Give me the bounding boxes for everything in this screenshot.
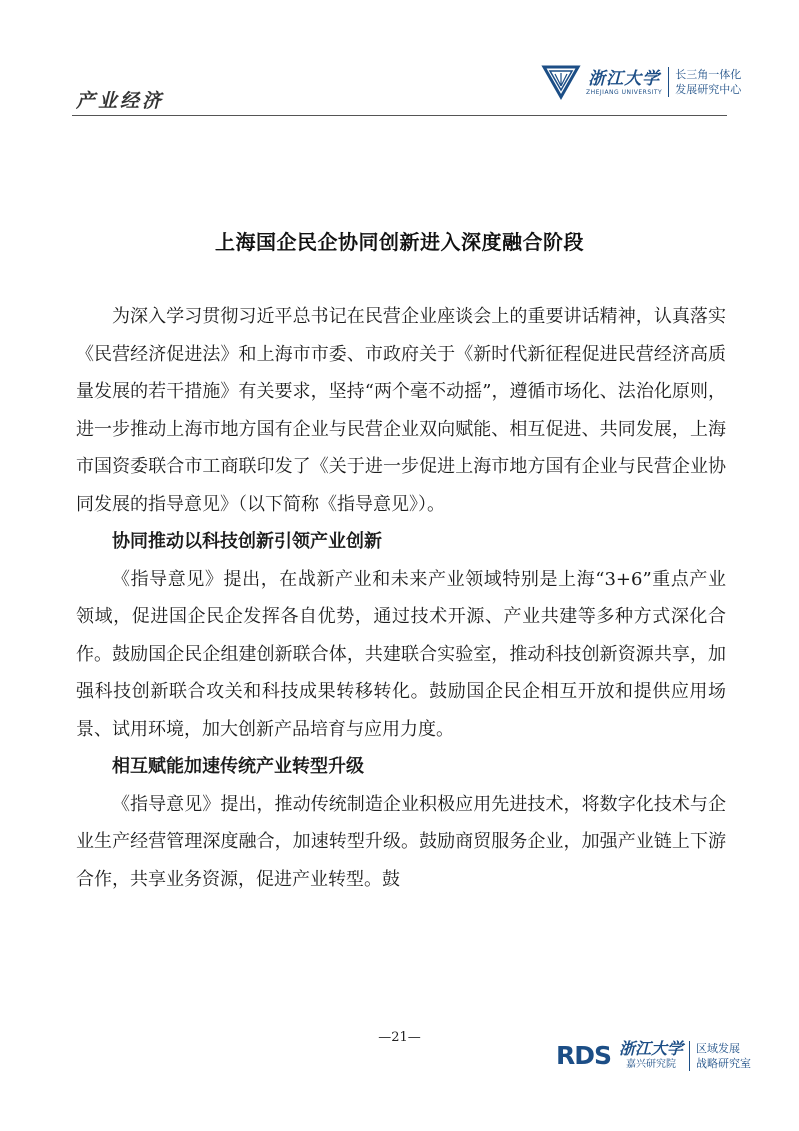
paragraph-traditional-industry: 《指导意见》提出，推动传统制造企业积极应用先进技术，将数字化技术与企业生产经营管理深度融合，加速转型升级。鼓励商贸服务企业，加强产业链上下游合作，共享业务资源，促进产业转型。鼓 [76, 793, 726, 890]
article-body [76, 298, 726, 898]
header-logo [541, 62, 741, 102]
section-heading-1: 协同推动以科技创新引领产业创新 [112, 531, 382, 552]
footer-logo-divider [689, 1041, 690, 1071]
footer-institute-name: 嘉兴研究院 [626, 1059, 677, 1070]
center-line-2: 发展研究中心 [675, 83, 742, 96]
footer-university-name: 浙江大学 [619, 1039, 684, 1058]
article-title: 上海国企民企协同创新进入深度融合阶段 [215, 230, 584, 254]
office-line-1: 区域发展 [696, 1041, 741, 1055]
footer-logo [556, 1040, 751, 1071]
university-name-en: ZHEJIANG UNIVERSITY [586, 88, 663, 96]
university-wordmark [586, 69, 662, 96]
page-header [0, 0, 799, 118]
university-emblem-icon [541, 62, 581, 102]
research-center-name [675, 67, 741, 97]
paragraph-tech-innovation: 《指导意见》提出，在战新产业和未来产业领域特别是上海“3+6”重点产业领域，促进国企民企发挥各自优势，通过技术开源、产业共建等多种方式深化合作。鼓励国企民企组建创新联合体，共建联合实验室，推动科技创新资源共享，加强科技创新联合攻关和科技成果转移转化。鼓励国企民企相互开放和提供应用场景、试用环境，加大创新产品培育与应用力度。 [76, 568, 726, 740]
center-line-1: 长三角一体化 [675, 68, 742, 81]
university-name: 浙江大学 [588, 68, 661, 89]
paragraph-intro: 为深入学习贯彻习近平总书记在民营企业座谈会上的重要讲话精神，认真落实《民营经济促进法》和上海市市委、市政府关于《新时代新征程促进民营经济高质量发展的若干措施》有关要求，坚持“两个毫不动摇”，遵循市场化、法治化原则，进一步推动上海市地方国有企业与民营企业双向赋能、相互促进、共同发展，上海市国资委联合市工商联印发了《关于进一步促进上海市地方国有企业与民营企业协同发展的指导意见》（以下简称《指导意见》）。 [76, 306, 726, 515]
rds-wordmark: RDS [556, 1040, 612, 1070]
rds-logo [556, 1040, 612, 1070]
footer-office-name [696, 1041, 751, 1071]
section-label: 产业经济 [76, 90, 165, 112]
page-number: —21— [378, 1030, 421, 1045]
footer-institute [619, 1040, 683, 1071]
logo-divider [668, 67, 669, 97]
header-rule [72, 115, 727, 116]
section-heading-2: 相互赋能加速传统产业转型升级 [112, 756, 364, 777]
office-line-2: 战略研究室 [696, 1056, 752, 1070]
